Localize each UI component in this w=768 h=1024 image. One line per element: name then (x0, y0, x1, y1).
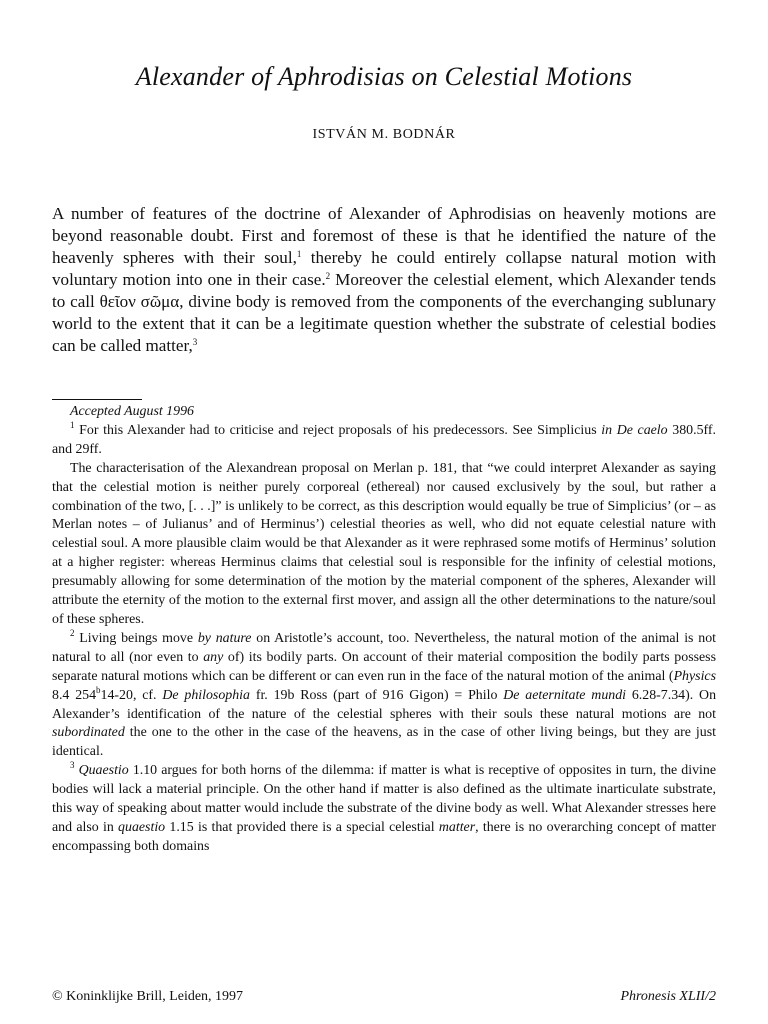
fn2-text-b: on Aristotle’s account, too. Nevertheless, the natural motion of the animal is not natural to all (nor even to (52, 630, 716, 665)
footnote-1-italic: in De caelo (601, 422, 668, 438)
article-title: Alexander of Aphrodisias on Celestial Motions (135, 62, 633, 91)
body-paragraph (52, 203, 716, 357)
fn2-superscript: b (96, 684, 101, 695)
fn2-text-e: 14-20, cf. (100, 687, 163, 703)
footnote-3 (52, 762, 716, 857)
fn2-italic-f: De aeternitate mundi (503, 687, 627, 703)
fn3-italic-b: quaestio (118, 819, 166, 835)
fn2-text-d: 8.4 254 (52, 687, 97, 703)
fn2-text-a: Living beings move (74, 630, 198, 646)
fn2-text-c: of) its bodily parts. On account of their material composition the bodily parts possess separate natural motions which can be different or can even run in the face of the natural motion of the animal ( (52, 649, 716, 684)
footnote-3-number: 3 (70, 760, 75, 771)
body-sentence-2: thereby he could entirely collapse natural motion with voluntary motion into one in their case. (52, 248, 716, 289)
copyright-notice: © Koninklijke Brill, Leiden, 1997 (52, 989, 244, 1004)
fn2-italic-e: De philosophia (162, 687, 250, 703)
fn3-text-b: 1.10 argues for both horns of the dilemma: if matter is what is receptive of opposites in turn, the divine bodies will lack a material principle. On the other hand if matter is also defined as the ultimate inarticulate substrate, this way of speaking about matter would include the substrate of the divine body as well. What Alexander stresses here and also in (52, 763, 716, 835)
body-sentence-3: Moreover the celestial element, which Alexander tends to call θεῖον σῶμα, divine body is removed from the components of the everchanging sublunary world to the extent that it can be a legitimate question whether the substrate of celestial bodies can be called matter, (52, 270, 716, 355)
author-name: ISTVÁN M. BODNÁR (312, 127, 456, 142)
footnote-1-number: 1 (70, 419, 75, 430)
body-sentence-1: A number of features of the doctrine of Alexander of Aphrodisias on heavenly motions are beyond reasonable doubt. First and foremost of these is that he identified the nature of the heavenly spheres with their soul, (52, 204, 716, 267)
footnotes (52, 403, 716, 857)
fn3-text-c: 1.15 is that provided there is a special celestial (165, 819, 439, 835)
accepted-date: Accepted August 1996 (70, 404, 194, 419)
fn3-italic-c: matter (438, 819, 476, 835)
footnote-ref-3[interactable]: 3 (192, 337, 198, 347)
footnote-1-text: For this Alexander had to criticise and reject proposals of his predecessors. See Simplicius (74, 422, 602, 438)
fn2-text-f: fr. 19b Ross (part of 916 Gigon) = Philo (249, 687, 504, 703)
fn2-text-h: the one to the other in the case of the heavens, as in the case of other living beings, but they are just identical. (52, 725, 716, 760)
footnote-1-continuation: The characterisation of the Alexandrean proposal on Merlan p. 181, that “we could interpret Alexander as saying that the celestial motion is neither purely corporeal (ethereal) nor caused exclusively by the soul, but rather a combination of the two, [. . .]” is unlikely to be correct, as this description would equally be true of Simplicius’ (or – as Merlan notes – of Julianus’ and of Herminus’) celestial theories as well, who did not equate celestial nature with celestial soul. A more plausible claim would be that Alexander as it were rephrased some motifs of Herminus’ solution at a higher register: whereas Herminus claims that celestial soul is responsible for the infinity of celestial motions, presumably allowing for some determination of the motion by the material component of the spheres, Alexander will attribute the eternity of the motion to the external first mover, and assign all the other determinations to the nature/soul of these spheres. (52, 460, 716, 627)
journal-issue: Phronesis XLII/2 (620, 989, 716, 1004)
footnote-ref-2[interactable]: 2 (325, 271, 331, 281)
fn2-italic-a: by nature (197, 630, 252, 646)
footnote-divider (52, 399, 142, 400)
fn3-text-d: , there is no overarching concept of matter encompassing both domains (52, 819, 716, 854)
footnote-1-text-end: 380.5ff. and 29ff. (52, 422, 716, 457)
fn2-italic-b: any (203, 649, 224, 665)
footnote-1 (52, 419, 716, 460)
footnote-2-number: 2 (70, 627, 75, 638)
fn2-text-g: 6.28-7.34). On Alexander’s identification of the nature of the celestial spheres with their souls these natural motions are not (52, 687, 717, 722)
footnote-2 (52, 627, 717, 762)
fn2-italic-c: Physics (673, 668, 716, 684)
footnote-ref-1[interactable]: 1 (296, 249, 302, 259)
fn3-italic-a: Quaestio (78, 763, 129, 779)
fn2-italic-g: subordinated (52, 725, 125, 741)
